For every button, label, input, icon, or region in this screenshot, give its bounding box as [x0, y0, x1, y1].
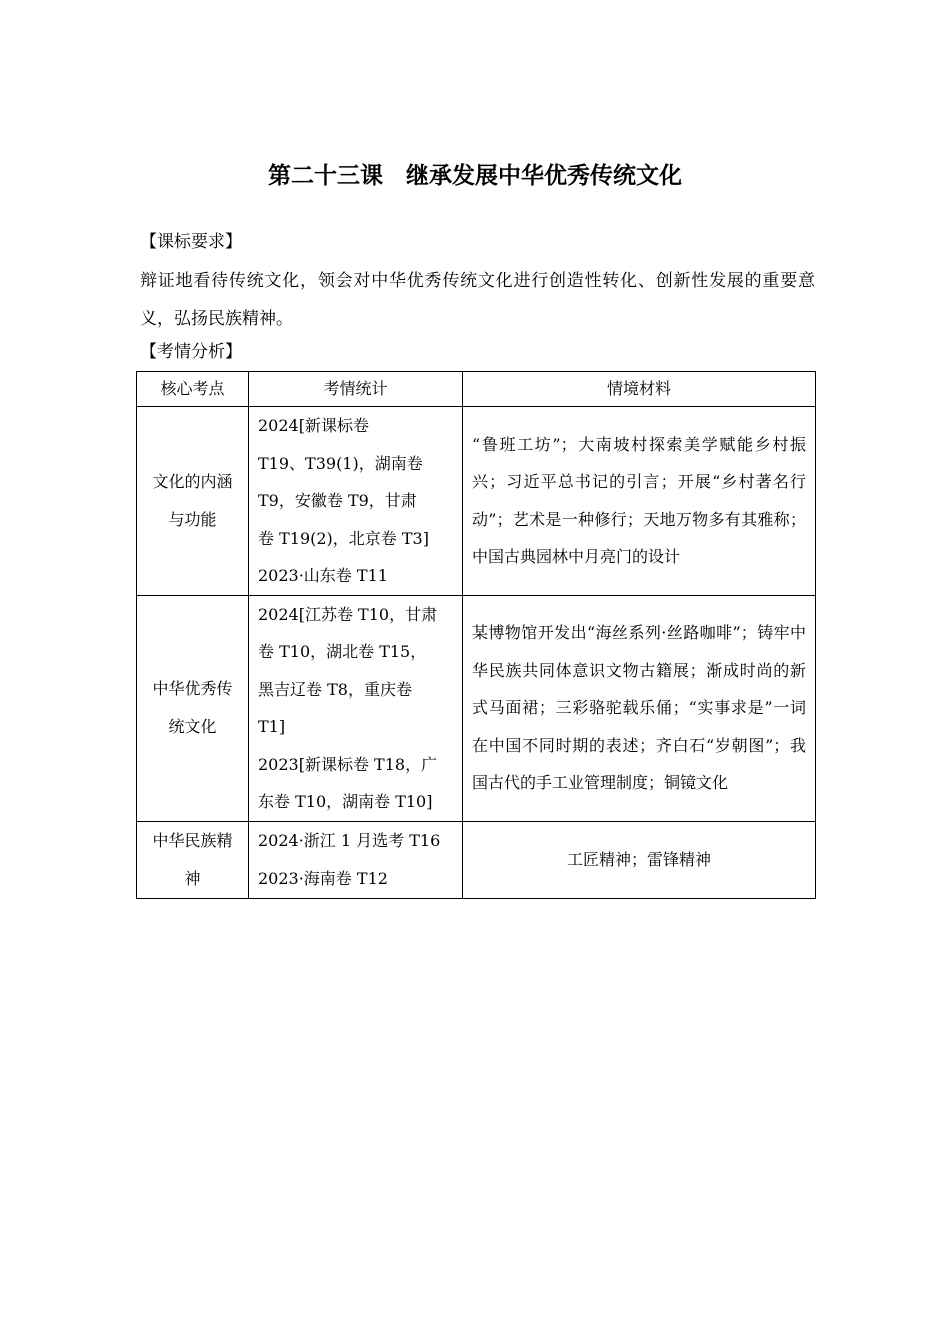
- material-cell: 工匠精神；雷锋精神: [463, 821, 816, 898]
- analysis-label: 【考情分析】: [140, 342, 242, 362]
- material-cell: 某博物馆开发出“海丝系列·丝路咖啡”；铸牢中华民族共同体意识文物古籍展；渐成时尚的新式马面裙；三彩骆驼载乐俑；“实事求是”一词在中国不同时期的表述；齐白石“岁朝图”；我国古代的手工业管理制度；铜镜文化: [463, 595, 816, 821]
- stats-cell: 2024[江苏卷 T10，甘肃 卷 T10，湖北卷 T15， 黑吉辽卷 T8，重庆卷 T1] 2023[新课标卷 T18，广 东卷 T10，湖南卷 T10]: [249, 595, 463, 821]
- stats-cell: 2024[新课标卷 T19、T39(1)，湖南卷 T9，安徽卷 T9，甘肃 卷 T19(2)，北京卷 T3] 2023·山东卷 T11: [249, 407, 463, 596]
- table-row: [137, 821, 816, 898]
- curriculum-label: 【课标要求】: [140, 232, 242, 252]
- curriculum-text: 辩证地看待传统文化，领会对中华优秀传统文化进行创造性转化、创新性发展的重要意义，弘扬民族精神。: [140, 271, 815, 329]
- stats-cell: 2024·浙江 1 月选考 T16 2023·海南卷 T12: [249, 821, 463, 898]
- material-cell: “鲁班工坊”；大南坡村探索美学赋能乡村振兴；习近平总书记的引言；开展“乡村著名行动”；艺术是一种修行；天地万物多有其雅称；中国古典园林中月亮门的设计: [463, 407, 816, 596]
- header-core: 核心考点: [137, 372, 249, 407]
- core-cell: 文化的内涵与功能: [137, 407, 249, 596]
- header-stats: 考情统计: [249, 372, 463, 407]
- table-header-row: [137, 372, 816, 407]
- header-material: 情境材料: [463, 372, 816, 407]
- core-cell: 中华民族精神: [137, 821, 249, 898]
- analysis-table: [136, 371, 816, 899]
- core-cell: 中华优秀传统文化: [137, 595, 249, 821]
- page-title: 第二十三课 继承发展中华优秀传统文化: [268, 163, 682, 189]
- table-row: [137, 407, 816, 596]
- table-row: [137, 595, 816, 821]
